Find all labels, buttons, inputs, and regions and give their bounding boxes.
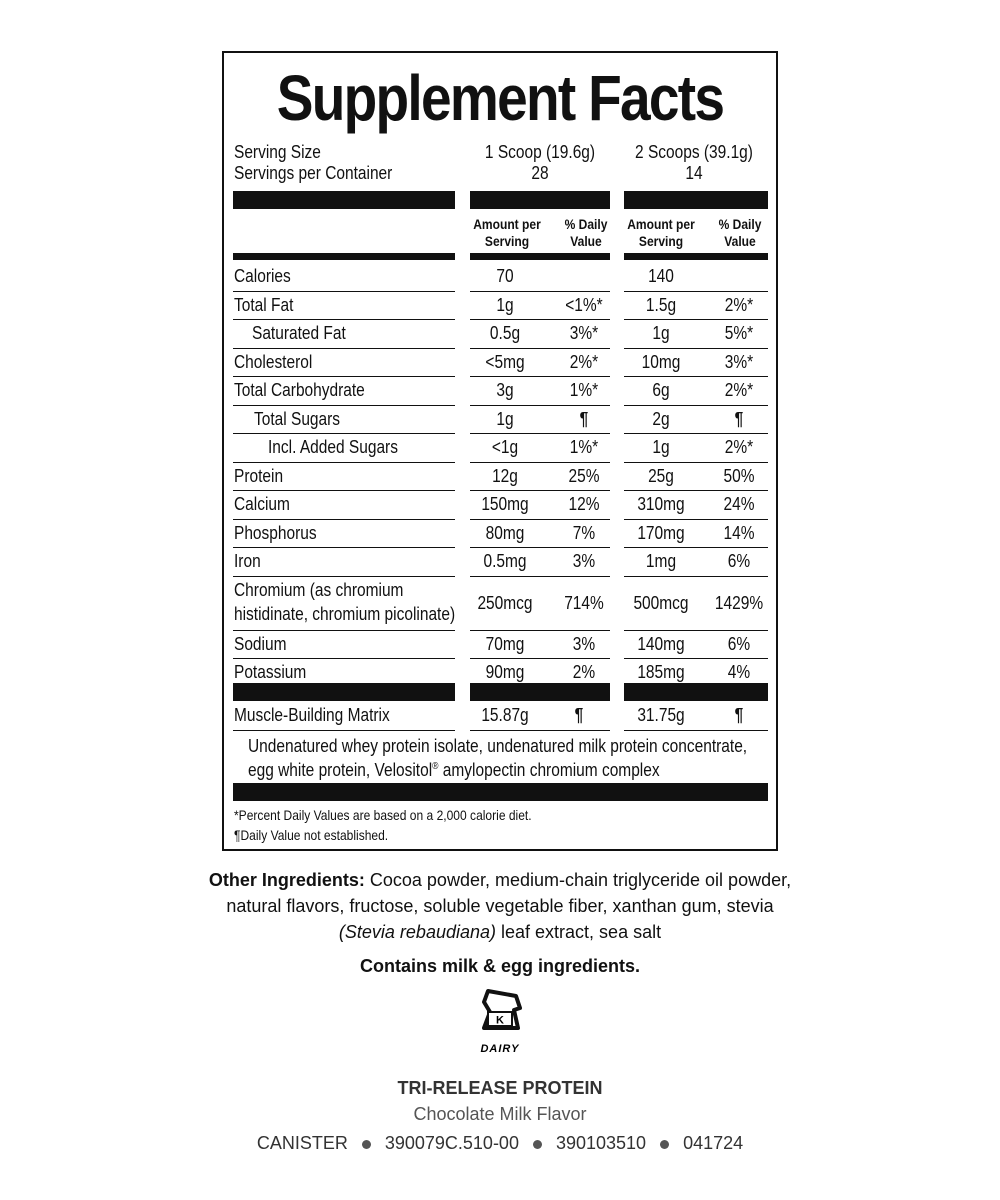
allergen-statement: Contains milk & egg ingredients. bbox=[359, 956, 641, 976]
row-rule bbox=[233, 319, 455, 320]
col1-amount-header-wrap bbox=[464, 216, 550, 250]
amount-2: 1g bbox=[652, 323, 670, 343]
divider-bar bbox=[624, 253, 768, 260]
amount-1: 12g bbox=[492, 465, 518, 486]
amount-1: 70mg bbox=[485, 633, 525, 654]
daily-value-2: 2%* bbox=[724, 380, 754, 400]
row-rule bbox=[624, 462, 768, 463]
col2-dv-header-wrap bbox=[710, 216, 770, 250]
row-rule bbox=[624, 319, 768, 320]
daily-value-1: 1%* bbox=[569, 437, 599, 457]
nutrient-name: Saturated Fat bbox=[252, 323, 346, 343]
divider-bar bbox=[470, 683, 610, 701]
divider-bar bbox=[233, 683, 455, 701]
row-rule bbox=[233, 630, 455, 631]
row-rule bbox=[233, 291, 455, 292]
nutrient-name: Calcium bbox=[234, 494, 290, 514]
daily-value-2: 2%* bbox=[724, 294, 754, 315]
row-rule bbox=[624, 433, 768, 434]
footnote-percent-dv: *Percent Daily Values are based on a 2,000 calorie diet. bbox=[234, 807, 532, 823]
nutrient-name: Total Fat bbox=[234, 294, 294, 315]
code-canister: CANISTER bbox=[256, 1133, 348, 1153]
amount-2: 140 bbox=[648, 266, 674, 286]
row-rule bbox=[470, 348, 610, 349]
amount-1: 90mg bbox=[485, 662, 525, 682]
supplement-facts-panel bbox=[222, 51, 778, 851]
amount-1: 250mcg bbox=[477, 592, 533, 613]
daily-value-1: 2%* bbox=[569, 351, 599, 372]
daily-value-2: 50% bbox=[723, 465, 755, 486]
row-rule bbox=[233, 490, 455, 491]
col1-servings: 28 bbox=[531, 163, 549, 183]
stevia-botanical-name: (Stevia rebaudiana) bbox=[338, 922, 497, 942]
daily-value-2: 14% bbox=[723, 522, 755, 543]
amount-2: 185mg bbox=[637, 662, 685, 682]
matrix-desc-pre: egg white protein, Velositol bbox=[248, 760, 433, 780]
row-rule bbox=[470, 405, 610, 406]
daily-value-2: 4% bbox=[727, 662, 751, 682]
amount-1: 0.5g bbox=[489, 323, 521, 343]
other-ingredients-line1 bbox=[0, 870, 1000, 891]
divider-bar bbox=[470, 253, 610, 260]
daily-value-2: 2%* bbox=[724, 437, 754, 457]
col2-servings: 14 bbox=[685, 163, 703, 183]
daily-value-2: 3%* bbox=[724, 351, 754, 372]
amount-2: 140mg bbox=[637, 633, 685, 654]
amount-1: 1g bbox=[496, 294, 514, 315]
row-rule bbox=[233, 348, 455, 349]
divider-bar bbox=[624, 191, 768, 209]
matrix-desc-line1: Undenatured whey protein isolate, undenatured milk protein concentrate, bbox=[248, 736, 748, 756]
daily-value-1: 2% bbox=[572, 662, 596, 682]
row-rule bbox=[470, 319, 610, 320]
nutrient-name: Sodium bbox=[234, 633, 287, 654]
divider-bar bbox=[624, 683, 768, 701]
amount-1: 1g bbox=[496, 408, 514, 429]
row-rule bbox=[233, 462, 455, 463]
row-rule bbox=[470, 433, 610, 434]
row-rule bbox=[470, 462, 610, 463]
registered-mark: ® bbox=[432, 761, 439, 772]
row-rule bbox=[470, 730, 610, 731]
row-rule bbox=[470, 547, 610, 548]
row-rule bbox=[470, 658, 610, 659]
footnote-not-established: ¶Daily Value not established. bbox=[234, 827, 389, 843]
matrix-desc-post: amylopectin chromium complex bbox=[438, 760, 660, 780]
row-rule bbox=[624, 291, 768, 292]
product-codes bbox=[0, 1133, 1000, 1154]
matrix-desc-line2 bbox=[248, 760, 660, 781]
amount-2: 10mg bbox=[641, 351, 681, 372]
daily-value-2: ¶ bbox=[734, 408, 744, 429]
amount-1: <5mg bbox=[485, 351, 525, 372]
matrix-name: Muscle-Building Matrix bbox=[234, 705, 390, 725]
daily-value-2: 5%* bbox=[724, 323, 754, 343]
row-rule bbox=[624, 490, 768, 491]
code-item: 390079C.510-00 bbox=[384, 1133, 519, 1153]
matrix-amount-2: 31.75g bbox=[637, 705, 685, 725]
daily-value-1: ¶ bbox=[579, 408, 589, 429]
other-ingredients-label: Other Ingredients: bbox=[208, 870, 365, 890]
nutrient-name: Incl. Added Sugars bbox=[268, 437, 398, 457]
row-rule bbox=[470, 291, 610, 292]
nutrient-name-line2: histidinate, chromium picolinate) bbox=[234, 603, 456, 624]
nutrient-name: Cholesterol bbox=[234, 351, 313, 372]
daily-value-1: 3%* bbox=[569, 323, 599, 343]
kosher-letter: K bbox=[496, 1014, 504, 1027]
divider-bar bbox=[233, 783, 768, 801]
nutrient-name: Calories bbox=[234, 266, 291, 286]
daily-value-1: 714% bbox=[564, 592, 604, 613]
nutrient-name: Protein bbox=[234, 465, 284, 486]
servings-per-container-label: Servings per Container bbox=[234, 163, 393, 183]
daily-value-1: 7% bbox=[572, 522, 596, 543]
row-rule bbox=[233, 433, 455, 434]
daily-value-1: 12% bbox=[568, 494, 600, 514]
amount-2: 310mg bbox=[637, 494, 685, 514]
daily-value-1: 25% bbox=[568, 465, 600, 486]
daily-value-1: 3% bbox=[572, 633, 596, 654]
daily-value-2: 24% bbox=[723, 494, 755, 514]
divider-bar bbox=[233, 191, 455, 209]
amount-1: 150mg bbox=[481, 494, 529, 514]
bullet-icon bbox=[660, 1140, 669, 1149]
amount-2: 170mg bbox=[637, 522, 685, 543]
amount-2: 2g bbox=[652, 408, 670, 429]
row-rule bbox=[233, 547, 455, 548]
code-upc: 390103510 bbox=[555, 1133, 647, 1153]
daily-value-1: <1%* bbox=[565, 294, 603, 315]
product-flavor: Chocolate Milk Flavor bbox=[413, 1104, 587, 1124]
amount-2: 500mcg bbox=[633, 592, 689, 613]
row-rule bbox=[470, 576, 610, 577]
row-rule bbox=[624, 405, 768, 406]
other-ingredients-line2: natural flavors, fructose, soluble vegetable fiber, xanthan gum, stevia bbox=[226, 896, 774, 916]
amount-1: 70 bbox=[496, 266, 514, 286]
daily-value-2: 1429% bbox=[714, 592, 764, 613]
row-rule bbox=[233, 405, 455, 406]
nutrient-name: Total Sugars bbox=[254, 408, 341, 429]
amount-2: 1mg bbox=[645, 551, 677, 571]
col2-amount-header-wrap bbox=[618, 216, 704, 250]
row-rule bbox=[624, 519, 768, 520]
other-ingredients-text1: Cocoa powder, medium-chain triglyceride oil powder, bbox=[364, 870, 792, 890]
nutrient-name: Potassium bbox=[234, 662, 307, 682]
amount-2: 1.5g bbox=[645, 294, 677, 315]
row-rule bbox=[470, 519, 610, 520]
other-ingredients-line3 bbox=[0, 922, 1000, 943]
row-rule bbox=[624, 547, 768, 548]
amount-2: 25g bbox=[648, 465, 674, 486]
matrix-amount-1: 15.87g bbox=[481, 705, 529, 725]
col2-dv-header: % Daily Value bbox=[718, 216, 762, 249]
nutrient-name: Iron bbox=[234, 551, 261, 571]
row-rule bbox=[624, 348, 768, 349]
serving-size-label: Serving Size bbox=[234, 142, 321, 162]
amount-2: 1g bbox=[652, 437, 670, 457]
row-rule bbox=[233, 658, 455, 659]
row-rule bbox=[233, 730, 455, 731]
kosher-dairy-text: DAIRY bbox=[480, 1043, 520, 1055]
amount-1: 3g bbox=[496, 380, 514, 400]
bullet-icon bbox=[533, 1140, 542, 1149]
row-rule bbox=[233, 376, 455, 377]
col1-dv-header: % Daily Value bbox=[564, 216, 608, 249]
amount-1: 80mg bbox=[485, 522, 525, 543]
col2-serving-size: 2 Scoops (39.1g) bbox=[635, 142, 753, 162]
divider-bar bbox=[233, 253, 455, 260]
amount-1: 0.5mg bbox=[483, 551, 527, 571]
product-name: TRI-RELEASE PROTEIN bbox=[397, 1078, 603, 1098]
panel-title: Supplement Facts bbox=[276, 62, 724, 134]
col2-amount-header: Amount per Serving bbox=[627, 216, 695, 249]
other-ingredients-text3: leaf extract, sea salt bbox=[496, 922, 662, 942]
matrix-dv-2: ¶ bbox=[734, 705, 744, 725]
col1-amount-header: Amount per Serving bbox=[473, 216, 541, 249]
daily-value-2: 6% bbox=[727, 633, 751, 654]
nutrient-name: Total Carbohydrate bbox=[234, 380, 365, 400]
row-rule bbox=[624, 730, 768, 731]
row-rule bbox=[624, 658, 768, 659]
nutrient-name: Phosphorus bbox=[234, 522, 317, 543]
row-rule bbox=[624, 630, 768, 631]
daily-value-1: 3% bbox=[572, 551, 596, 571]
divider-bar bbox=[470, 191, 610, 209]
row-rule bbox=[233, 576, 455, 577]
row-rule bbox=[470, 490, 610, 491]
bullet-icon bbox=[362, 1140, 371, 1149]
matrix-dv-1: ¶ bbox=[574, 705, 584, 725]
row-rule bbox=[233, 519, 455, 520]
daily-value-1: 1%* bbox=[569, 380, 599, 400]
col1-dv-header-wrap bbox=[556, 216, 616, 250]
row-rule bbox=[470, 376, 610, 377]
row-rule bbox=[470, 630, 610, 631]
code-date: 041724 bbox=[683, 1133, 744, 1153]
col1-serving-size: 1 Scoop (19.6g) bbox=[484, 142, 596, 162]
amount-1: <1g bbox=[491, 437, 519, 457]
row-rule bbox=[624, 376, 768, 377]
kosher-dairy-icon bbox=[470, 988, 530, 1058]
row-rule bbox=[624, 576, 768, 577]
amount-2: 6g bbox=[652, 380, 670, 400]
nutrient-name: Chromium (as chromium bbox=[234, 579, 404, 600]
daily-value-2: 6% bbox=[727, 551, 751, 571]
